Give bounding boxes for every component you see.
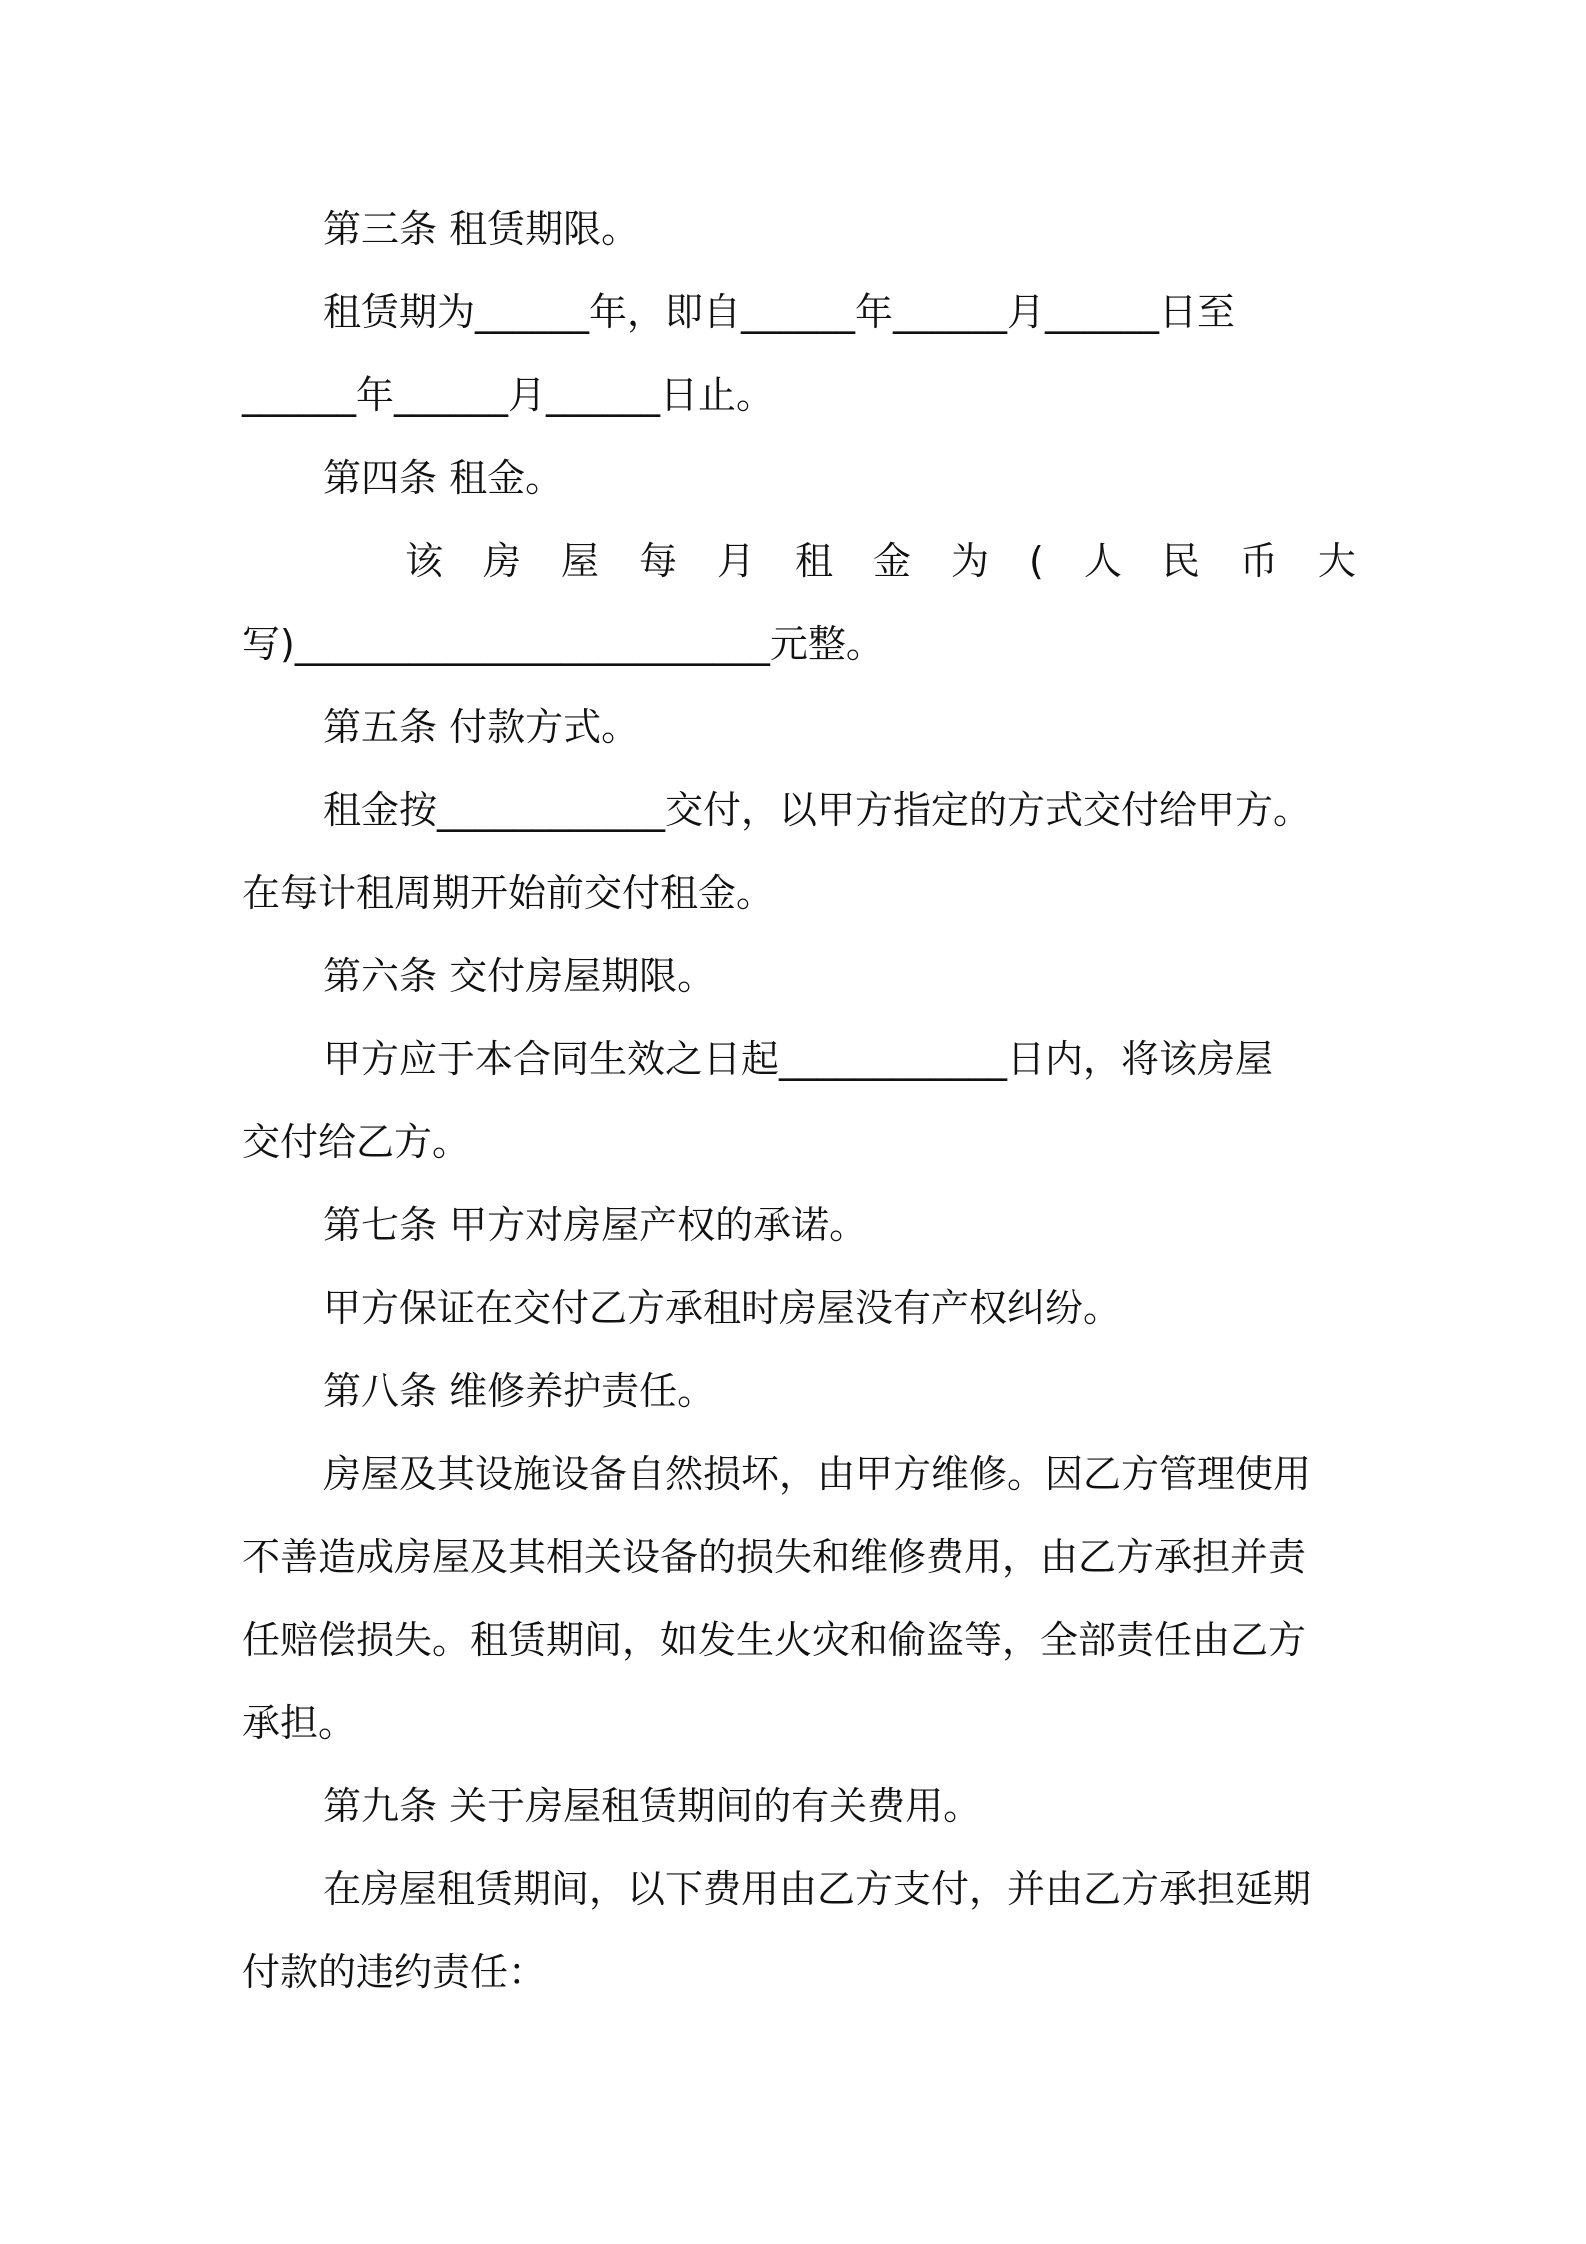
- article-4-heading: 第四条 租金。: [323, 456, 564, 500]
- article-9-heading: 第九条 关于房屋租赁期间的有关费用。: [323, 1784, 982, 1828]
- article-7-heading: 第七条 甲方对房屋产权的承诺。: [323, 1203, 868, 1247]
- article-5-text: 租金按____________交付，以甲方指定的方式交付给甲方。: [323, 788, 1312, 832]
- article-6-text-cont: 交付给乙方。: [242, 1120, 471, 1164]
- article-6-text: 甲方应于本合同生效之日起____________日内，将该房屋: [323, 1037, 1274, 1081]
- article-8-text-cont-3: 承担。: [242, 1701, 357, 1745]
- article-5-heading: 第五条 付款方式。: [323, 705, 640, 749]
- article-7-text: 甲方保证在交付乙方承租时房屋没有产权纠纷。: [323, 1286, 1122, 1330]
- article-4-text-cont: 写)_________________________元整。: [242, 622, 884, 666]
- article-8-text-cont-1: 不善造成房屋及其相关设备的损失和维修费用，由乙方承担并责: [242, 1535, 1307, 1579]
- article-6-heading: 第六条 交付房屋期限。: [323, 954, 716, 998]
- article-3-text: 租赁期为______年，即自______年______月______日至: [323, 290, 1236, 334]
- article-3-heading: 第三条 租赁期限。: [323, 207, 640, 251]
- article-5-text-cont: 在每计租周期开始前交付租金。: [242, 871, 775, 915]
- article-8-heading: 第八条 维修养护责任。: [323, 1369, 716, 1413]
- article-9-text: 在房屋租赁期间，以下费用由乙方支付，并由乙方承担延期: [323, 1867, 1312, 1911]
- article-3-text-cont: ______年______月______日止。: [242, 373, 775, 417]
- article-8-text-cont-2: 任赔偿损失。租赁期间，如发生火灾和偷盗等，全部责任由乙方: [242, 1618, 1307, 1662]
- article-4-text: 该房屋每月租金为(人民币大: [405, 539, 1396, 583]
- article-8-text: 房屋及其设施设备自然损坏，由甲方维修。因乙方管理使用: [323, 1452, 1312, 1496]
- article-9-text-cont: 付款的违约责任：: [242, 1950, 547, 1994]
